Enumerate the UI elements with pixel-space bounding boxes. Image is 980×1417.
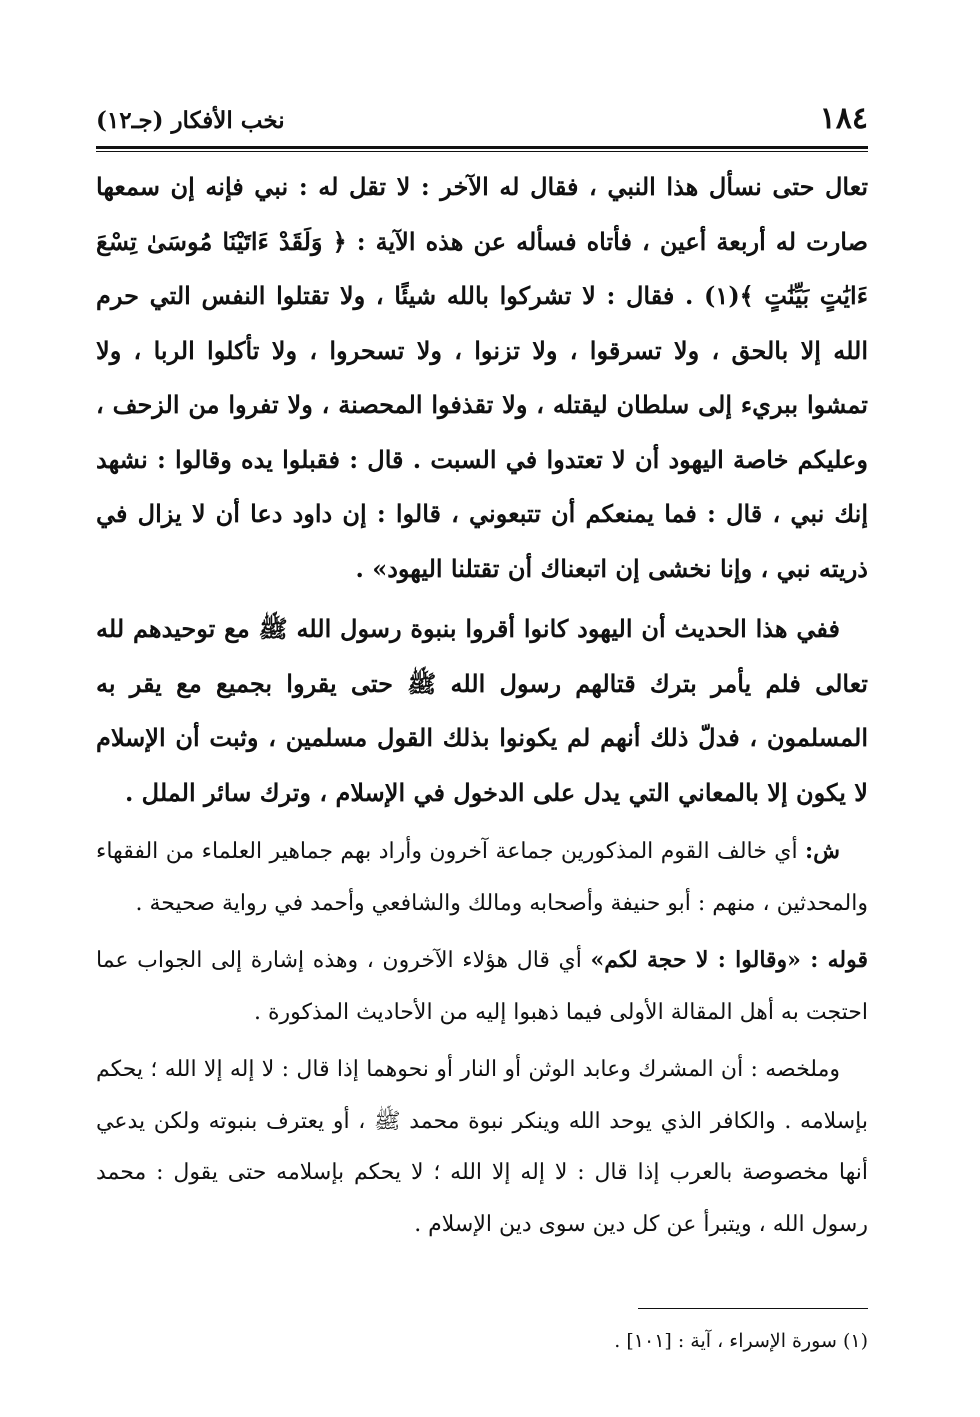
sharh-marker: ش: <box>805 838 840 864</box>
sharh-text: أي خالف القوم المذكورين جماعة آخرون وأراد بهم جماهير العلماء من الفقهاء والمحدثين ، منهم : أبو حنيفة وأصحابه ومالك والشافعي وأحمد في رواية صحيحة . <box>96 839 868 916</box>
main-text <box>96 160 868 1250</box>
commentary-paragraph-bold: ففي هذا الحديث أن اليهود كانوا أقروا بنبوة رسول الله ﷺ مع توحيدهم لله تعالى فلم يأمر بترك قتالهم رسول الله ﷺ حتى يقروا بجميع مع يقر به المسلمون ، فدلّ ذلك أنهم لم يكونوا بذلك القول مسلمين ، وثبت أن الإسلام لا يكون إلا بالمعاني التي يدل على الدخول في الإسلام ، وترك سائر الملل . <box>96 614 868 807</box>
qawluhu-text: أي قال هؤلاء الآخرون ، وهذه إشارة إلى الجواب عما احتجت به أهل المقالة الأولى فيما ذهبوا إليه من الأحاديث المذكورة . <box>96 948 868 1025</box>
qawluhu-paragraph <box>96 935 868 1038</box>
header-rule-thin <box>96 151 868 152</box>
header-rule-thick <box>96 146 868 149</box>
book-title: نخب الأفكار (جـ١٢) <box>96 107 285 134</box>
qawluhu-quote: قوله : «وقالوا : لا حجة لكم» <box>590 947 868 973</box>
hadith-paragraph: تعال حتى نسأل هذا النبي ، فقال له الآخر : لا تقل له : نبي فإنه إن سمعها صارت له أربعة أعين ، فأتاه فسأله عن هذه الآية : ﴿ وَلَقَدْ ءَاتَيْنَا مُوسَىٰ تِسْعَ ءَايَٰتٍ بَيِّنَٰتٍ ﴾(١) . فقال : لا تشركوا بالله شيئًا ، ولا تقتلوا النفس التي حرم الله إلا بالحق ، ولا تسرقوا ، ولا تزنوا ، ولا تسحروا ، ولا تأكلوا الربا ، ولا تمشوا ببريء إلى سلطان ليقتله ، ولا تقذفوا المحصنة ، ولا تفروا من الزحف ، وعليكم خاصة اليهود أن لا تعتدوا في السبت . قال : فقبلوا يده وقالوا : نشهد إنك نبي ، قال : فما يمنعكم أن تتبعوني ، قالوا : إن داود دعا أن لا يزال في ذريته نبي ، وإنا نخشى إن اتبعناك أن تقتلنا اليهود» . <box>96 172 869 583</box>
page-number: ١٨٤ <box>819 101 868 136</box>
page-header <box>96 86 868 140</box>
footnote: (١) سورة الإسراء ، آية : [١٠١] . <box>614 1330 868 1352</box>
summary-paragraph: وملخصه : أن المشرك وعابد الوثن أو النار أو نحوهما إذا قال : لا إله إلا الله ؛ يحكم بإسلامه . والكافر الذي يوحد الله وينكر نبوة محمد ﷺ ، أو يعترف بنبوته ولكن يدعي أنها مخصوصة بالعرب إذا قال : لا إله إلا الله ؛ لا يحكم بإسلامه حتى يقول : محمد رسول الله ، ويتبرأ عن كل دين سوى دين الإسلام . <box>96 1057 868 1237</box>
footnote-separator <box>638 1308 868 1309</box>
sharh-paragraph <box>96 826 868 929</box>
